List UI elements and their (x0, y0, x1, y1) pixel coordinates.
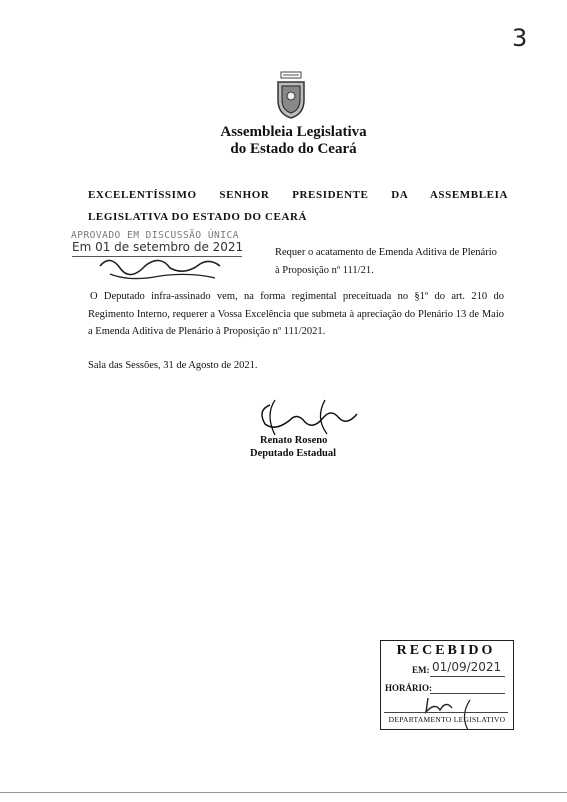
received-department: DEPARTAMENTO LEGISLATIVO (388, 715, 506, 724)
signer-role: Deputado Estadual (250, 448, 337, 459)
approval-signature (90, 246, 230, 288)
received-initials-line (384, 712, 508, 713)
institution-title (0, 124, 567, 158)
received-hora-label: HORÁRIO: (385, 683, 432, 693)
body-paragraph: O Deputado infra-assinado vem, na forma regimental preceituada no §1º do art. 210 do Regimento Interno, requerer a Vossa Excelência que submeta à apreciação do Plenário 13 de Maio a Emenda Aditiva de Plenário à Proposição nº 111/2021. (88, 291, 504, 337)
page-number: 3 (512, 24, 528, 52)
place-date: Sala das Sessões, 31 de Agosto de 2021. (88, 360, 258, 371)
received-stamp-title: RECEBIDO (396, 643, 496, 658)
institution-title-line1: Assembleia Legislativa (220, 124, 367, 140)
received-em-label: EM: (412, 665, 430, 675)
signer-name: Renato Roseno (260, 435, 328, 446)
approval-stamp-text: APROVADO EM DISCUSSÃO ÚNICA (71, 230, 239, 241)
received-em-value: 01/09/2021 (432, 660, 502, 674)
bottom-rule (0, 792, 567, 793)
received-em-line (430, 676, 505, 677)
institution-title-line2: do Estado do Ceará (230, 141, 357, 157)
coat-of-arms-icon (273, 70, 309, 120)
request-summary: Requer o acatamento de Emenda Aditiva de Plenário à Proposição nº 111/21. (275, 247, 497, 276)
addressee: EXCELENTÍSSIMO SENHOR PRESIDENTE DA ASSEMBLEIA LEGISLATIVA DO ESTADO DO CEARÁ (88, 189, 508, 223)
received-initials (380, 690, 512, 730)
approval-stamp-date: Em 01 de setembro de 2021 (72, 240, 244, 254)
